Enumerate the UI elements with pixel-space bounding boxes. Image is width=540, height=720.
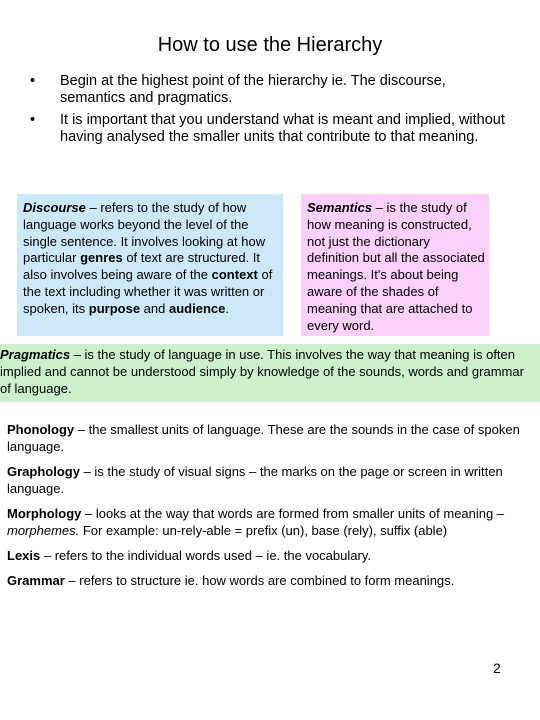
discourse-text: of the text including whether it was written or spoken, its xyxy=(23,267,273,316)
discourse-text: – refers to the study of how language works beyond the level of the single sentence. It involves looking at how particular xyxy=(23,200,266,266)
bullet-item xyxy=(30,112,510,146)
bullet-list xyxy=(30,73,510,151)
page-number: 2 xyxy=(493,660,501,676)
keyword-purpose: purpose xyxy=(88,300,141,316)
morphemes-term: morphemes. xyxy=(7,523,80,538)
discourse-text: of text are structured. It also involves being aware of the xyxy=(23,250,260,283)
grammar-text: – refers to structure ie. how words are combined to form meanings. xyxy=(64,573,455,588)
lexis-text: – refers to the individual words used – ie. the vocabulary. xyxy=(40,548,371,563)
semantics-box xyxy=(301,194,489,336)
graphology-definition xyxy=(7,463,527,497)
bullet-mark: • xyxy=(30,73,36,89)
keyword-context: context xyxy=(211,267,258,283)
phonology-text: – the smallest units of language. These are the sounds in the case of spoken language. xyxy=(7,422,520,454)
lexis-term: Lexis xyxy=(7,548,41,563)
semantics-term: Semantics xyxy=(307,200,373,215)
bullet-text: It is important that you understand what is meant and implied, without having analysed the smaller units that contribute to that meaning. xyxy=(60,112,505,145)
phonology-term: Phonology xyxy=(7,422,75,437)
phonology-definition xyxy=(7,421,527,455)
morphology-text: – looks at the way that words are formed from smaller units of meaning – xyxy=(81,506,505,521)
semantics-text: – is the study of how meaning is constructed, not just the dictionary definition but all the associated meanings. It's about being aware of the shades of meaning that are attached to every word. xyxy=(307,200,485,333)
discourse-box xyxy=(17,194,283,336)
grammar-definition xyxy=(7,572,527,589)
discourse-text: . xyxy=(225,300,229,316)
lexis-definition xyxy=(7,547,527,564)
morphology-definition xyxy=(7,505,527,539)
graphology-term: Graphology xyxy=(7,464,80,479)
page-title: How to use the Hierarchy xyxy=(157,34,383,56)
morphology-term: Morphology xyxy=(7,506,82,521)
pragmatics-text: – is the study of language in use. This involves the way that meaning is often implied and cannot be understood simply by knowledge of the sounds, words and grammar of language. xyxy=(0,347,524,396)
graphology-text: – is the study of visual signs – the marks on the page or screen in written language. xyxy=(7,464,503,496)
discourse-term: Discourse xyxy=(23,200,86,215)
discourse-text: and xyxy=(140,300,169,316)
pragmatics-term: Pragmatics xyxy=(0,347,71,362)
grammar-term: Grammar xyxy=(7,573,65,588)
keyword-audience: audience xyxy=(168,300,226,316)
bullet-text: Begin at the highest point of the hierarchy ie. The discourse, semantics and pragmatics. xyxy=(60,73,446,106)
morphology-example: For example: un-rely-able = prefix (un), base (rely), suffix (able) xyxy=(79,523,448,538)
bullet-item xyxy=(30,73,510,107)
pragmatics-box xyxy=(0,344,540,402)
bullet-mark: • xyxy=(30,112,36,128)
keyword-genres: genres xyxy=(80,250,123,266)
